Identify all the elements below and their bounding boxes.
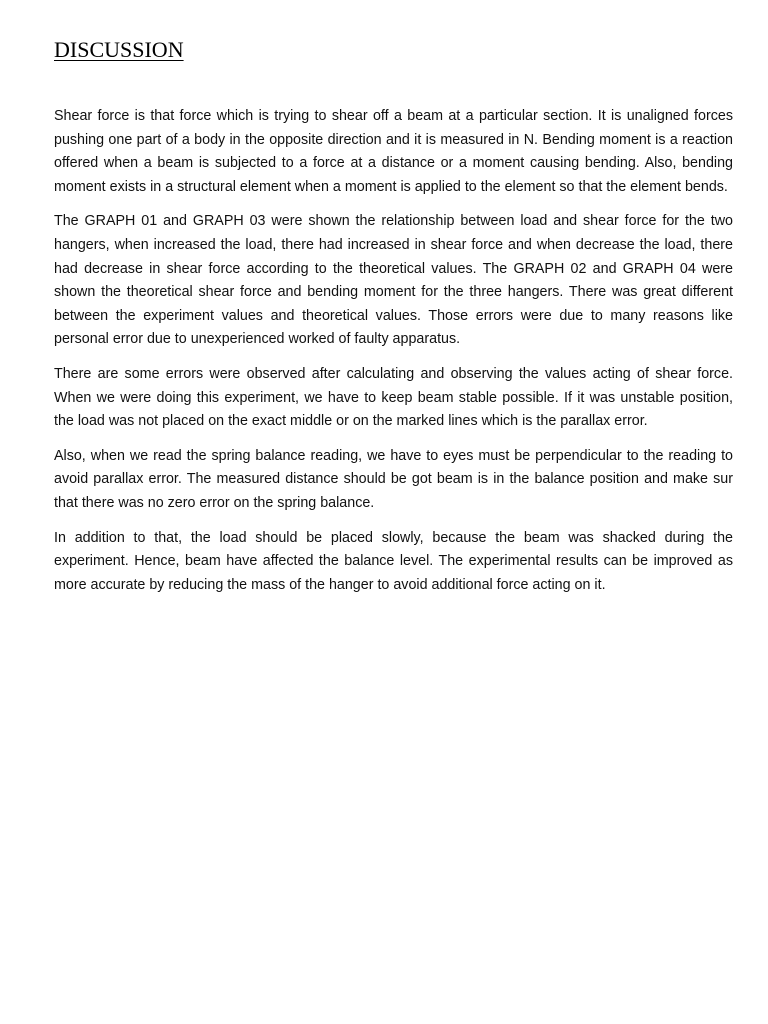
paragraph-spring-balance: Also, when we read the spring balance reading, we have to eyes must be perpendicular to the reading to avoid parallax error. The measured distance should be got beam is in the balance position and make sur that there was no zero error on the spring balance. — [54, 447, 733, 511]
paragraph-graph-results: The GRAPH 01 and GRAPH 03 were shown the relationship between load and shear force for the two hangers, when increased the load, there had increased in shear force and when decrease the load, there had decrease in shear force according to the theoretical values. The GRAPH 02 and GRAPH 04 were shown the theoretical shear force and bending moment for the three hangers. There was great different between the experiment values and theoretical values. Those errors were due to many reasons like personal error due to unexperienced worked of faulty apparatus. — [54, 213, 733, 348]
paragraph-observed-errors: There are some errors were observed after calculating and observing the values acting of shear force. When we were doing this experiment, we have to keep beam stable possible. If it was unstable position, the load was not placed on the exact middle or on the marked lines which is the parallax error. — [54, 365, 733, 430]
paragraph-improvements: In addition to that, the load should be placed slowly, because the beam was shacked during the experiment. Hence, beam have affected the balance level. The experimental results can be improved as more accurate by reducing the mass of the hanger to avoid additional force acting on it. — [54, 529, 733, 593]
section-heading: DISCUSSION — [54, 37, 184, 62]
paragraph-shear-force-definition: Shear force is that force which is trying to shear off a beam at a particular section. It is unaligned forces pushing one part of a body in the opposite direction and it is measured in N. Bending moment is a reaction offered when a beam is subjected to a force at a distance or a moment causing bending. Also, bending moment exists in a structural element when a moment is applied to the element so that the element bends. — [54, 108, 733, 195]
discussion-body — [54, 105, 733, 608]
